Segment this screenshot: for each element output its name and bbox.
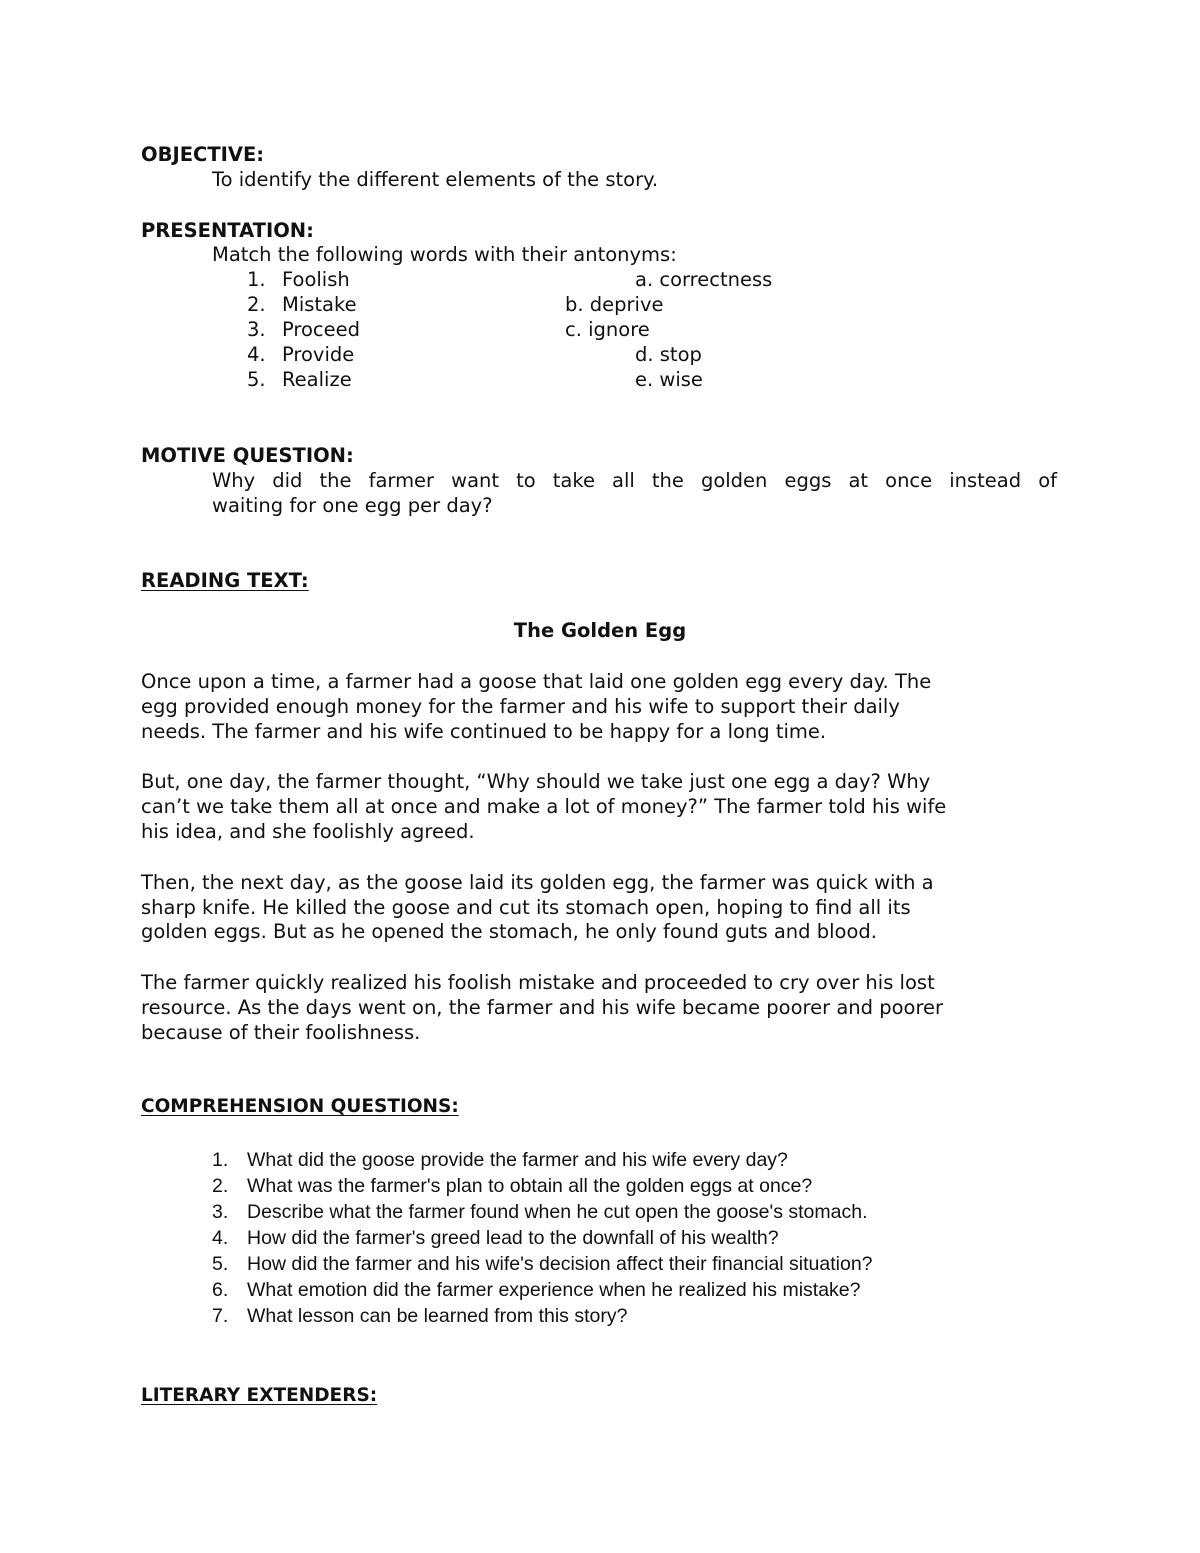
story-line: Once upon a time, a farmer had a goose that laid one golden egg every day. The <box>141 670 932 693</box>
story-line: The farmer quickly realized his foolish mistake and proceeded to cry over his lost <box>141 971 935 994</box>
story-line: egg provided enough money for the farmer and his wife to support their daily <box>141 695 900 718</box>
question-text: What emotion did the farmer experience when he realized his mistake? <box>247 1279 861 1301</box>
motive-word: all <box>612 469 635 492</box>
match-number: 2. <box>247 293 266 316</box>
motive-word: farmer <box>368 469 435 492</box>
match-answer: d. stop <box>635 343 702 366</box>
question-text: Describe what the farmer found when he cut open the goose's stomach. <box>247 1201 868 1223</box>
story-line: can’t we take them all at once and make a lot of money?” The farmer told his wife <box>141 795 947 818</box>
match-answer: a. correctness <box>635 268 773 291</box>
question-number: 3. <box>212 1201 229 1223</box>
question-number: 7. <box>212 1305 229 1327</box>
match-word: Proceed <box>282 318 361 341</box>
match-number: 4. <box>247 343 266 366</box>
objective-heading: OBJECTIVE: <box>141 143 265 166</box>
question-number: 5. <box>212 1253 229 1275</box>
motive-word: of <box>1038 469 1057 492</box>
match-word: Mistake <box>282 293 357 316</box>
motive-heading: MOTIVE QUESTION: <box>141 444 354 467</box>
match-number: 1. <box>247 268 266 291</box>
presentation-heading: PRESENTATION: <box>141 219 314 242</box>
motive-word: eggs <box>784 469 832 492</box>
question-text: How did the farmer and his wife's decision affect their financial situation? <box>247 1253 873 1275</box>
story-line: But, one day, the farmer thought, “Why should we take just one egg a day? Why <box>141 770 931 793</box>
motive-word: did <box>272 469 303 492</box>
motive-word: take <box>552 469 595 492</box>
story-line: resource. As the days went on, the farmer and his wife became poorer and poorer <box>141 996 944 1019</box>
question-text: What lesson can be learned from this story? <box>247 1305 628 1327</box>
objective-text: To identify the different elements of the story. <box>212 168 659 191</box>
question-text: What was the farmer's plan to obtain all the golden eggs at once? <box>247 1175 813 1197</box>
story-line: needs. The farmer and his wife continued to be happy for a long time. <box>141 720 827 743</box>
match-answer: c. ignore <box>565 318 650 341</box>
motive-word: golden <box>700 469 768 492</box>
match-word: Provide <box>282 343 355 366</box>
question-number: 1. <box>212 1149 229 1171</box>
presentation-instruction: Match the following words with their antonyms: <box>212 243 677 266</box>
match-number: 3. <box>247 318 266 341</box>
question-text: How did the farmer's greed lead to the downfall of his wealth? <box>247 1227 779 1249</box>
story-line: his idea, and she foolishly agreed. <box>141 820 475 843</box>
story-line: Then, the next day, as the goose laid its golden egg, the farmer was quick with a <box>141 871 934 894</box>
motive-word: at <box>848 469 869 492</box>
question-number: 4. <box>212 1227 229 1249</box>
match-answer: b. deprive <box>565 293 664 316</box>
motive-word: once <box>885 469 933 492</box>
literary-heading: LITERARY EXTENDERS: <box>141 1385 378 1406</box>
motive-question-line: waiting for one egg per day? <box>212 494 493 517</box>
motive-word: the <box>319 469 352 492</box>
comprehension-heading: COMPREHENSION QUESTIONS: <box>141 1096 459 1117</box>
match-word: Foolish <box>282 268 350 291</box>
story-title: The Golden Egg <box>513 619 687 642</box>
motive-word: want <box>451 469 500 492</box>
motive-word: the <box>651 469 684 492</box>
question-number: 6. <box>212 1279 229 1301</box>
match-answer: e. wise <box>635 368 703 391</box>
motive-word: Why <box>212 469 256 492</box>
match-number: 5. <box>247 368 266 391</box>
question-text: What did the goose provide the farmer and his wife every day? <box>247 1149 788 1171</box>
motive-word: to <box>516 469 536 492</box>
match-word: Realize <box>282 368 352 391</box>
story-line: because of their foolishness. <box>141 1021 421 1044</box>
question-number: 2. <box>212 1175 229 1197</box>
motive-question-line <box>212 468 1057 493</box>
motive-word: instead <box>949 469 1022 492</box>
story-line: sharp knife. He killed the goose and cut its stomach open, hoping to find all its <box>141 896 911 919</box>
reading-heading: READING TEXT: <box>141 569 309 592</box>
story-line: golden eggs. But as he opened the stomach, he only found guts and blood. <box>141 920 877 943</box>
